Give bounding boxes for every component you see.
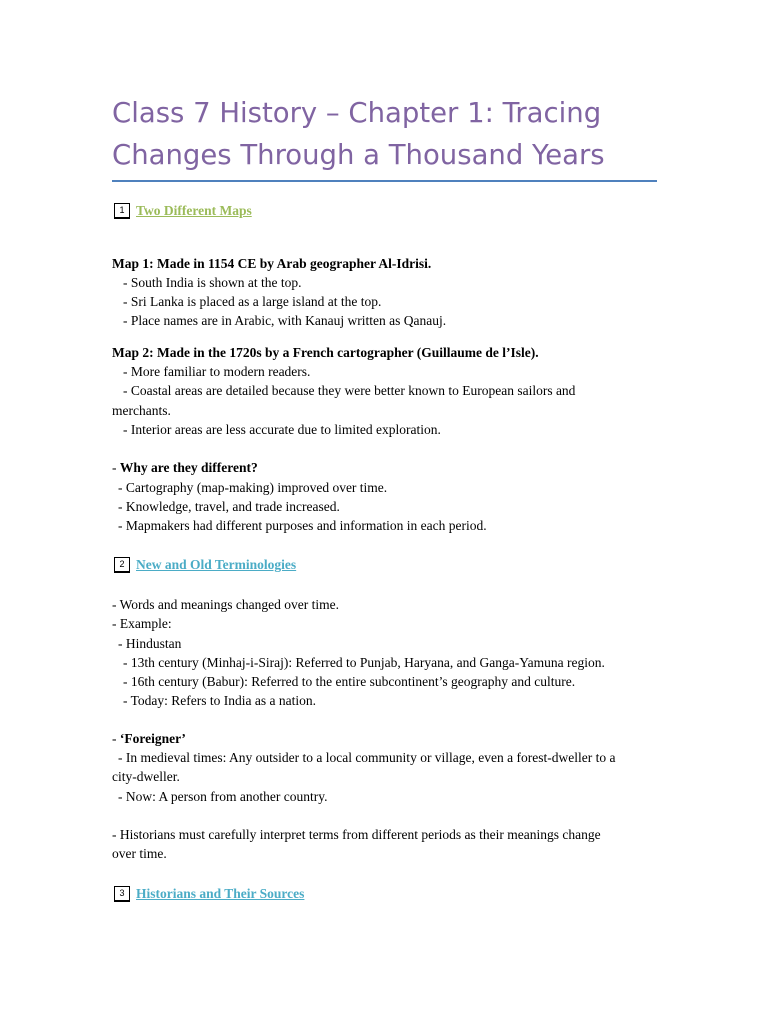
map1-point: - Sri Lanka is placed as a large island at the top. bbox=[123, 294, 382, 309]
section-2-heading bbox=[114, 556, 296, 574]
terminology-intro: - Words and meanings changed over time. bbox=[112, 597, 339, 612]
conclusion-line: - Historians must carefully interpret terms from different periods as their meanings change bbox=[112, 827, 601, 842]
map2-heading: Map 2: Made in the 1720s by a French cartographer (Guillaume de l’Isle). bbox=[112, 345, 539, 360]
map1-heading: Map 1: Made in 1154 CE by Arab geographer Al-Idrisi. bbox=[112, 256, 432, 271]
hindustan-point: - Today: Refers to India as a nation. bbox=[123, 693, 317, 708]
section-number-box: 1 bbox=[114, 203, 130, 219]
foreigner-point-continued: city-dweller. bbox=[112, 769, 180, 784]
map2-point: - More familiar to modern readers. bbox=[123, 364, 311, 379]
conclusion-line: over time. bbox=[112, 846, 167, 861]
map1-point: - South India is shown at the top. bbox=[123, 275, 302, 290]
map1-point: - Place names are in Arabic, with Kanauj written as Qanauj. bbox=[123, 313, 447, 328]
title-line-1: Class 7 History – Chapter 1: Tracing bbox=[112, 97, 602, 129]
foreigner-point: - Now: A person from another country. bbox=[118, 789, 328, 804]
map2-point: - Coastal areas are detailed because they were better known to European sailors and bbox=[123, 383, 576, 398]
why-heading-text: Why are they different? bbox=[119, 460, 258, 475]
why-prefix: - bbox=[112, 460, 120, 475]
section-2-title: New and Old Terminologies bbox=[136, 557, 297, 572]
foreigner-heading bbox=[112, 729, 186, 748]
section-3-heading bbox=[114, 885, 304, 903]
section-3-title: Historians and Their Sources bbox=[136, 886, 305, 901]
foreigner-heading-text: ‘Foreigner’ bbox=[119, 731, 186, 746]
section-number-box: 2 bbox=[114, 557, 130, 573]
terminology-intro: - Example: bbox=[112, 616, 172, 631]
why-heading bbox=[112, 458, 258, 477]
hindustan-point: - 16th century (Babur): Referred to the entire subcontinent’s geography and culture. bbox=[123, 674, 576, 689]
foreigner-prefix: - bbox=[112, 731, 120, 746]
map2-point: - Interior areas are less accurate due to limited exploration. bbox=[123, 422, 441, 437]
section-1-heading bbox=[114, 202, 252, 220]
hindustan-label: - Hindustan bbox=[118, 636, 182, 651]
foreigner-point: - In medieval times: Any outsider to a local community or village, even a forest-dweller to a bbox=[118, 750, 616, 765]
document-title bbox=[112, 92, 657, 176]
hindustan-point: - 13th century (Minhaj-i-Siraj): Referred to Punjab, Haryana, and Ganga-Yamuna region. bbox=[123, 655, 605, 670]
section-number-box: 3 bbox=[114, 886, 130, 902]
title-line-2: Changes Through a Thousand Years bbox=[112, 139, 605, 171]
why-point: - Cartography (map-making) improved over time. bbox=[118, 480, 388, 495]
section-1-title: Two Different Maps bbox=[136, 203, 252, 218]
why-point: - Mapmakers had different purposes and information in each period. bbox=[118, 518, 487, 533]
title-divider bbox=[112, 180, 657, 182]
map2-point-continued: merchants. bbox=[112, 403, 171, 418]
why-point: - Knowledge, travel, and trade increased. bbox=[118, 499, 340, 514]
